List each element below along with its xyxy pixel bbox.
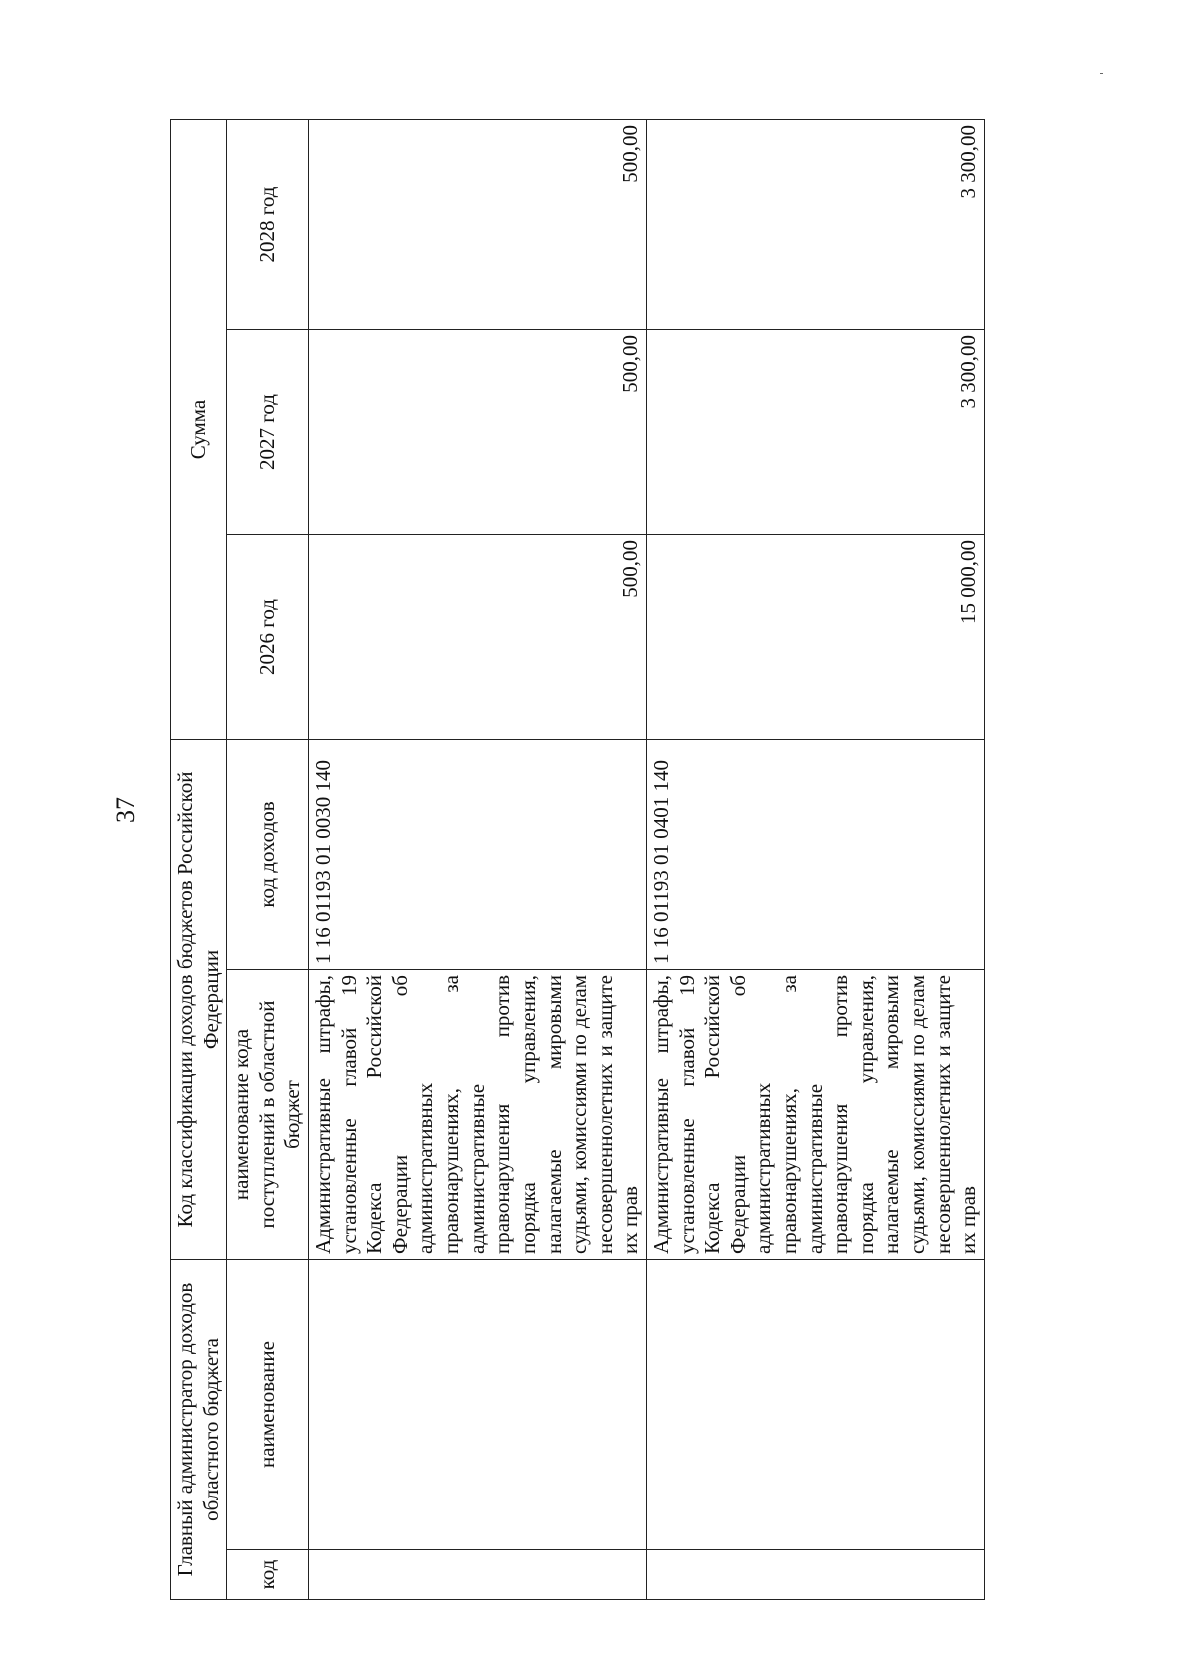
row-amount-2026: 500,00 <box>309 534 647 739</box>
header-sum-group: Сумма <box>171 119 227 739</box>
table-row <box>646 119 984 1599</box>
header-income-code: код доходов <box>227 739 309 969</box>
header-year-2027: 2027 год <box>227 329 309 534</box>
row-amount-2027: 500,00 <box>309 329 647 534</box>
page-number: 37 <box>111 797 140 823</box>
row-income-code: 1 16 01193 01 0030 140 <box>309 739 647 969</box>
row-amount-2026: 15 000,00 <box>646 534 984 739</box>
row-amount-2028: 3 300,00 <box>646 119 984 329</box>
scan-speck <box>1100 73 1103 74</box>
header-classification-group: Код классификации доходов бюджетов Российской Федерации <box>171 739 227 1259</box>
row-description: Административные штрафы, установленные главой 19 Кодекса Российской Федерации об административных правонарушениях, за административные правонарушения против порядка управления, налагаемые мировыми судьями, комиссиями по делам несовершеннолетних и защите их прав <box>309 970 647 1260</box>
header-admin-name: наименование <box>227 1260 309 1550</box>
row-income-code: 1 16 01193 01 0401 140 <box>646 739 984 969</box>
row-admin-name <box>309 1260 647 1550</box>
table-row <box>309 119 647 1599</box>
row-admin-code <box>309 1550 647 1600</box>
header-year-2028: 2028 год <box>227 119 309 329</box>
row-amount-2027: 3 300,00 <box>646 329 984 534</box>
row-amount-2028: 500,00 <box>309 119 647 329</box>
row-admin-name <box>646 1260 984 1550</box>
header-year-2026: 2026 год <box>227 534 309 739</box>
header-classification-name: наименование кода поступлений в областной бюджет <box>227 970 309 1260</box>
table-container <box>170 120 981 1600</box>
header-admin-group: Главный администратор доходов областного бюджета <box>171 1260 227 1600</box>
header-admin-code: код <box>227 1550 309 1600</box>
rotated-table <box>170 120 981 1600</box>
row-description: Административные штрафы, установленные главой 19 Кодекса Российской Федерации об административных правонарушениях, за административные правонарушения против порядка управления, налагаемые мировыми судьями, комиссиями по делам несовершеннолетних и защите их прав <box>646 970 984 1260</box>
row-admin-code <box>646 1550 984 1600</box>
revenue-table <box>170 119 985 1600</box>
